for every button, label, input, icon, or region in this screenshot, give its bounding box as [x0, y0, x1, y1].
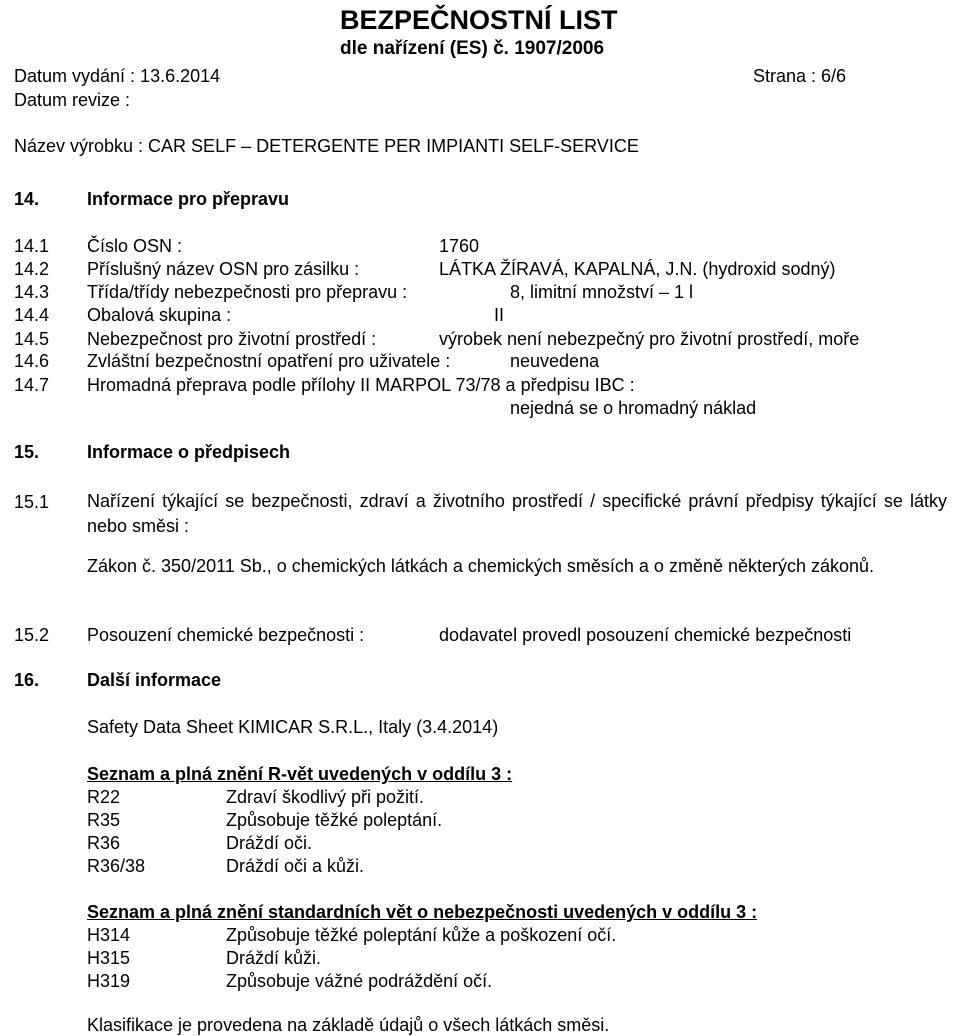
r-phrases-heading: Seznam a plná znění R-vět uvedených v oddílu 3 : [87, 764, 513, 784]
section-15-heading: Informace o předpisech [87, 442, 291, 462]
section-14-number: 14. [14, 189, 40, 209]
section-16-number: 16. [14, 670, 40, 690]
item-14-1-label: Číslo OSN : [87, 236, 183, 256]
item-15-1-number: 15.1 [14, 492, 50, 512]
phrase-text: Zdraví škodlivý při požití. [226, 787, 425, 807]
phrase-text: Dráždí oči a kůži. [226, 856, 365, 876]
phrase-code: H319 [87, 971, 131, 991]
page-number: Strana : 6/6 [753, 66, 847, 86]
item-14-4-value: II [494, 305, 505, 325]
revision-date: Datum revize : [14, 90, 131, 110]
section-14-heading: Informace pro přepravu [87, 189, 290, 209]
item-14-2-value: LÁTKA ŽÍRAVÁ, KAPALNÁ, J.N. (hydroxid sodný) [439, 259, 836, 279]
item-14-6-value: neuvedena [510, 351, 600, 371]
phrase-text: Způsobuje těžké poleptání kůže a poškození očí. [226, 925, 617, 945]
item-15-2-value: dodavatel provedl posouzení chemické bezpečnosti [439, 625, 852, 645]
phrase-code: R35 [87, 810, 121, 830]
section-16-heading: Další informace [87, 670, 222, 690]
item-14-5-value: výrobek není nebezpečný pro životní prostředí, moře [439, 329, 860, 349]
source-reference: Safety Data Sheet KIMICAR S.R.L., Italy (3.4.2014) [87, 717, 499, 737]
item-15-1-text: Nařízení týkající se bezpečnosti, zdraví a životního prostředí / specifické právní předpisy týkající se látky nebo směsi : [87, 491, 947, 536]
classification-note: Klasifikace je provedena na základě údajů o všech látkách směsi. [87, 1015, 610, 1035]
item-14-1-value: 1760 [439, 236, 480, 256]
phrase-code: R36/38 [87, 856, 146, 876]
document-title: BEZPEČNOSTNÍ LIST [340, 5, 618, 35]
item-14-5-label: Nebezpečnost pro životní prostředí : [87, 329, 377, 349]
item-14-4-label: Obalová skupina : [87, 305, 232, 325]
product-name: Název výrobku : CAR SELF – DETERGENTE PER IMPIANTI SELF-SERVICE [14, 136, 639, 156]
item-14-7-value: nejedná se o hromadný náklad [510, 398, 757, 418]
phrase-text: Způsobuje těžké poleptání. [226, 810, 443, 830]
item-14-7-number: 14.7 [14, 375, 50, 395]
item-14-7-label: Hromadná přeprava podle přílohy II MARPOL 73/78 a předpisu IBC : [87, 375, 635, 395]
phrase-text: Způsobuje vážné podráždění očí. [226, 971, 493, 991]
h-phrases-heading: Seznam a plná znění standardních vět o nebezpečnosti uvedených v oddílu 3 : [87, 902, 758, 922]
item-14-5-number: 14.5 [14, 329, 50, 349]
item-15-2-number: 15.2 [14, 625, 50, 645]
item-14-3-number: 14.3 [14, 282, 50, 302]
item-14-1-number: 14.1 [14, 236, 50, 256]
law-reference: Zákon č. 350/2011 Sb., o chemických látkách a chemických směsích a o změně některých zákonů. [87, 556, 875, 576]
section-15-number: 15. [14, 442, 40, 462]
item-14-3-label: Třída/třídy nebezpečnosti pro přepravu : [87, 282, 408, 302]
item-14-6-number: 14.6 [14, 351, 50, 371]
item-14-4-number: 14.4 [14, 305, 50, 325]
phrase-code: R22 [87, 787, 121, 807]
item-14-2-number: 14.2 [14, 259, 50, 279]
phrase-text: Dráždí oči. [226, 833, 313, 853]
phrase-code: H314 [87, 925, 131, 945]
item-14-3-value: 8, limitní množství – 1 l [510, 282, 694, 302]
phrase-text: Dráždí kůži. [226, 948, 322, 968]
issue-date: Datum vydání : 13.6.2014 [14, 66, 221, 86]
document-subtitle: dle nařízení (ES) č. 1907/2006 [340, 38, 605, 59]
item-15-2-label: Posouzení chemické bezpečnosti : [87, 625, 365, 645]
phrase-code: H315 [87, 948, 131, 968]
phrase-code: R36 [87, 833, 121, 853]
item-14-2-label: Příslušný název OSN pro zásilku : [87, 259, 360, 279]
item-14-6-label: Zvláštní bezpečnostní opatření pro uživatele : [87, 351, 451, 371]
